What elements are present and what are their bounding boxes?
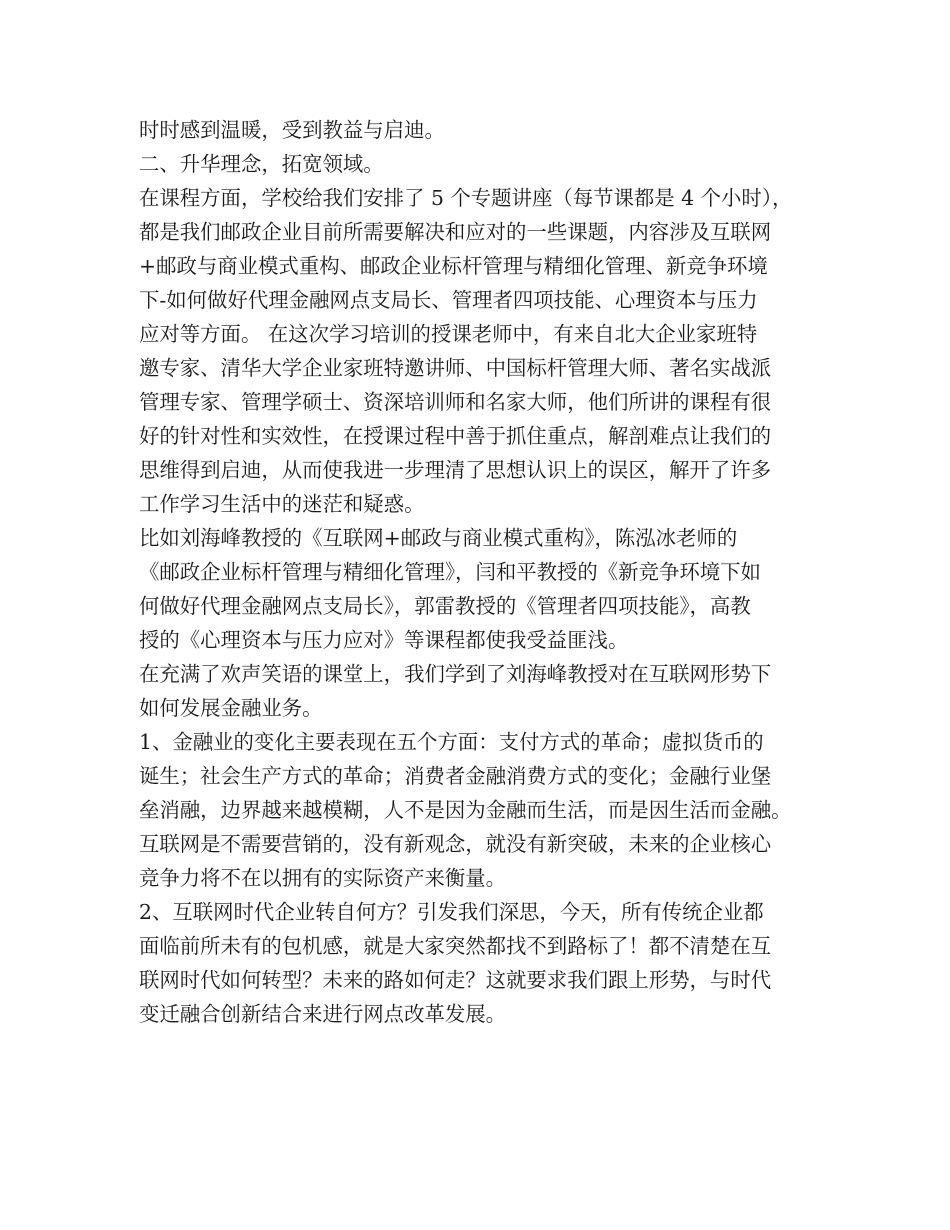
text-line: 2、互联网时代企业转自何方？引发我们深思，今天，所有传统企业都	[139, 900, 764, 924]
text-line: 面临前所未有的包机感，就是大家突然都找不到路标了！都不清楚在互	[139, 934, 772, 958]
text-line: 诞生；社会生产方式的革命；消费者金融消费方式的变化；金融行业堡	[139, 764, 772, 788]
text-line: 何做好代理金融网点支局长》，郭雷教授的《管理者四项技能》，高教	[139, 594, 751, 618]
text-line: 邀专家、清华大学企业家班特邀讲师、中国标杆管理大师、著名实战派	[139, 356, 772, 380]
text-line: 《邮政企业标杆管理与精细化管理》，闫和平教授的《新竞争环境下如	[139, 560, 761, 584]
text-line: 如何发展金融业务。	[139, 696, 323, 720]
text-line: 在充满了欢声笑语的课堂上，我们学到了刘海峰教授对在互联网形势下	[139, 662, 772, 686]
text-line: 1、金融业的变化主要表现在五个方面：支付方式的革命；虚拟货币的	[139, 730, 764, 754]
text-line: 比如刘海峰教授的《互联网+邮政与商业模式重构》，陈泓冰老师的	[139, 526, 738, 550]
text-line: +邮政与商业模式重构、邮政企业标杆管理与精细化管理、新竞争环境	[139, 254, 768, 278]
text-line: 竞争力将不在以拥有的实际资产来衡量。	[139, 866, 507, 890]
text-line: 工作学习生活中的迷茫和疑惑。	[139, 492, 425, 516]
text-line: 下-如何做好代理金融网点支局长、管理者四项技能、心理资本与压力	[139, 288, 758, 312]
section-heading: 二、升华理念，拓宽领域。	[139, 152, 384, 176]
text-line: 授的《心理资本与压力应对》等课程都使我受益匪浅。	[139, 628, 629, 652]
text-line: 变迁融合创新结合来进行网点改革发展。	[139, 1002, 507, 1026]
text-line: 思维得到启迪，从而使我进一步理清了思想认识上的误区，解开了许多	[139, 458, 772, 482]
text-line: 好的针对性和实效性，在授课过程中善于抓住重点，解剖难点让我们的	[139, 424, 772, 448]
text-line: 管理专家、管理学硕士、资深培训师和名家大师，他们所讲的课程有很	[139, 390, 772, 414]
text-line: 联网时代如何转型？未来的路如何走？这就要求我们跟上形势，与时代	[139, 968, 772, 992]
text-line: 在课程方面，学校给我们安排了 5 个专题讲座（每节课都是 4 个小时），	[139, 186, 793, 210]
text-line: 时时感到温暖，受到教益与启迪。	[139, 118, 445, 142]
text-line: 应对等方面。 在这次学习培训的授课老师中，有来自北大企业家班特	[139, 322, 758, 346]
text-line: 垒消融，边界越来越模糊，人不是因为金融而生活，而是因生活而金融。	[139, 798, 792, 822]
text-line: 互联网是不需要营销的，没有新观念，就没有新突破，未来的企业核心	[139, 832, 772, 856]
text-line: 都是我们邮政企业目前所需要解决和应对的一些课题，内容涉及互联网	[139, 220, 772, 244]
document-body	[139, 113, 829, 1031]
